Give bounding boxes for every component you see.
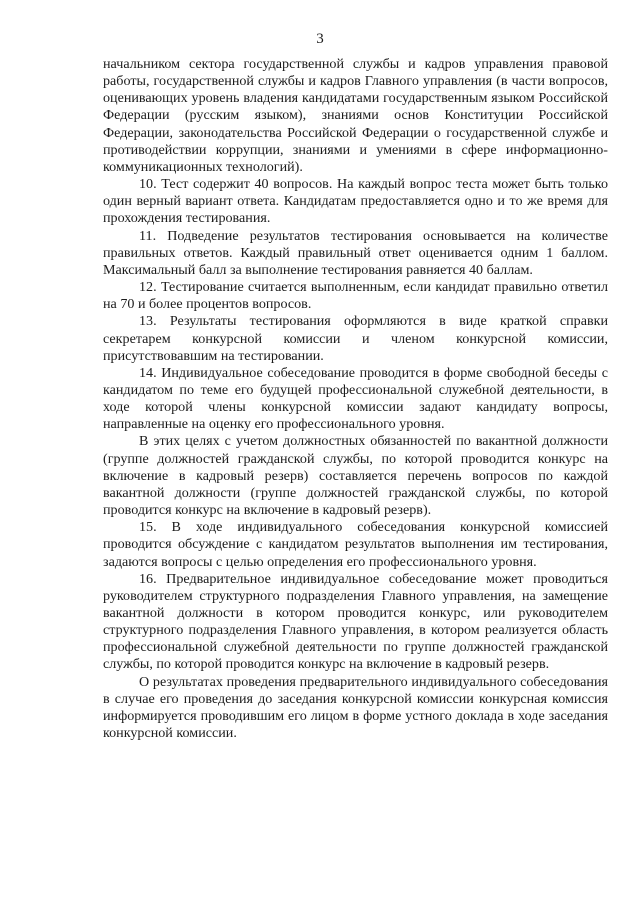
paragraph-item-11: 11. Подведение результатов тестирования основывается на количестве правильных ответов. Каждый правильный ответ оценивается одним 1 баллом. Максимальный балл за выполнение тестирования равняется 40 баллам. (103, 227, 608, 278)
document-body (103, 56, 608, 742)
paragraph-continuation: начальником сектора государственной службы и кадров управления правовой работы, государственной службы и кадров Главного управления (в части вопросов, оценивающих уровень владения кандидатами государственным языком Российской Федерации (русским языком), знаниями основ Конституции Российской Федерации, законодательства Российской Федерации о государственной службе и противодействии коррупции, знаниями и умениями в сфере информационно-коммуникационных технологий). (103, 56, 608, 175)
paragraph-item-16-continued: О результатах проведения предварительного индивидуального собеседования в случае его проведения до заседания конкурсной комиссии конкурсная комиссия информируется проводившим его лицом в форме устного доклада в ходе заседания конкурсной комиссии. (103, 673, 608, 742)
paragraph-item-14: 14. Индивидуальное собеседование проводится в форме свободной беседы с кандидатом по теме его будущей профессиональной служебной деятельности, в ходе которой члены конкурсной комиссии задают кандидату вопросы, направленные на оценку его профессионального уровня. (103, 364, 608, 433)
paragraph-item-14-continued: В этих целях с учетом должностных обязанностей по вакантной должности (группе должностей гражданской службы, по которой проводится конкурс на включение в кадровый резерв) составляется перечень вопросов по каждой вакантной должности (группе должностей гражданской службы, по которой проводится конкурс на включение в кадровый резерв). (103, 433, 608, 519)
paragraph-item-15: 15. В ходе индивидуального собеседования конкурсной комиссией проводится обсуждение с кандидатом результатов выполнения им тестирования, задаются вопросы с целью определения его профессионального уровня. (103, 519, 608, 570)
page-number: 3 (316, 31, 324, 47)
paragraph-item-12: 12. Тестирование считается выполненным, если кандидат правильно ответил на 70 и более процентов вопросов. (103, 279, 608, 313)
paragraph-item-13: 13. Результаты тестирования оформляются в виде краткой справки секретарем конкурсной комиссии и членом конкурсной комиссии, присутствовавшим на тестировании. (103, 313, 608, 364)
paragraph-item-16: 16. Предварительное индивидуальное собеседование может проводиться руководителем структурного подразделения Главного управления, на замещение вакантной должности в котором проводится конкурс, или руководителем структурного подразделения Главного управления, в котором реализуется область профессиональной служебной деятельности по группе должностей гражданской службы, по которой проводится конкурс на включение в кадровый резерв. (103, 570, 608, 673)
paragraph-item-10: 10. Тест содержит 40 вопросов. На каждый вопрос теста может быть только один верный вариант ответа. Кандидатам предоставляется одно и то же время для прохождения тестирования. (103, 176, 608, 227)
